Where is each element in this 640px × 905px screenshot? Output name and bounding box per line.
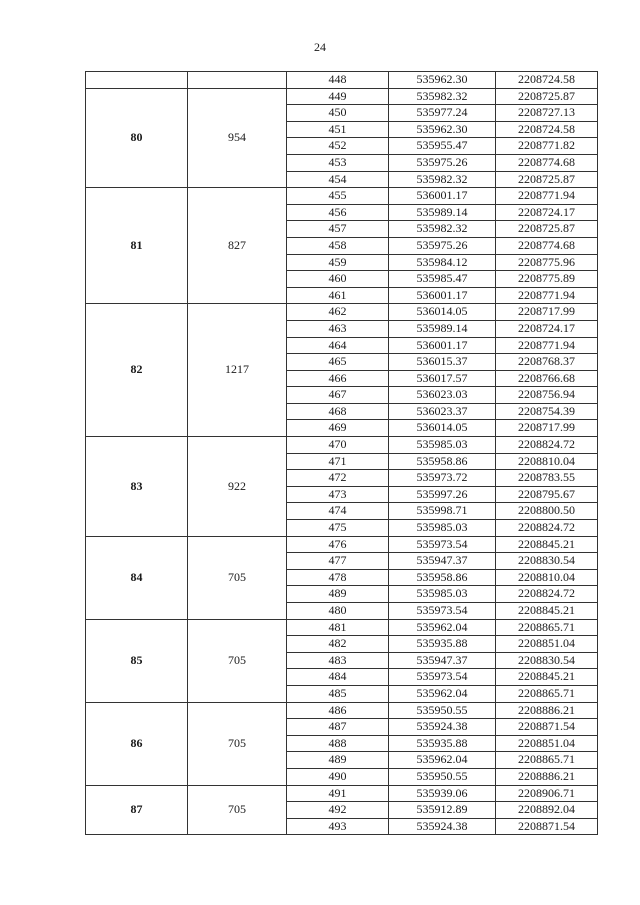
point-number-cell: 462 — [287, 304, 389, 321]
x-coordinate-cell: 535989.14 — [389, 320, 496, 337]
x-coordinate-cell: 535985.47 — [389, 271, 496, 288]
point-number-cell: 452 — [287, 138, 389, 155]
lot-number-cell: 83 — [86, 437, 188, 537]
point-number-cell: 461 — [287, 287, 389, 304]
y-coordinate-cell: 2208725.87 — [496, 88, 598, 105]
y-coordinate-cell: 2208774.68 — [496, 237, 598, 254]
x-coordinate-cell: 535998.71 — [389, 503, 496, 520]
x-coordinate-cell: 535973.54 — [389, 669, 496, 686]
point-number-cell: 457 — [287, 221, 389, 238]
lot-number-cell: 81 — [86, 188, 188, 304]
y-coordinate-cell: 2208886.21 — [496, 768, 598, 785]
y-coordinate-cell: 2208851.04 — [496, 636, 598, 653]
x-coordinate-cell: 535912.89 — [389, 802, 496, 819]
point-number-cell: 490 — [287, 768, 389, 785]
point-number-cell: 466 — [287, 370, 389, 387]
point-number-cell: 456 — [287, 204, 389, 221]
x-coordinate-cell: 535973.72 — [389, 470, 496, 487]
area-cell: 705 — [188, 702, 287, 785]
y-coordinate-cell: 2208845.21 — [496, 603, 598, 620]
lot-number-cell: 80 — [86, 88, 188, 188]
y-coordinate-cell: 2208795.67 — [496, 486, 598, 503]
x-coordinate-cell: 535975.26 — [389, 154, 496, 171]
point-number-cell: 481 — [287, 619, 389, 636]
x-coordinate-cell: 535973.54 — [389, 536, 496, 553]
table-row — [86, 785, 598, 802]
x-coordinate-cell: 535985.03 — [389, 520, 496, 537]
area-cell: 827 — [188, 188, 287, 304]
y-coordinate-cell: 2208824.72 — [496, 586, 598, 603]
point-number-cell: 469 — [287, 420, 389, 437]
y-coordinate-cell: 2208768.37 — [496, 354, 598, 371]
point-number-cell: 464 — [287, 337, 389, 354]
y-coordinate-cell: 2208851.04 — [496, 735, 598, 752]
y-coordinate-cell: 2208830.54 — [496, 652, 598, 669]
y-coordinate-cell: 2208871.54 — [496, 719, 598, 736]
y-coordinate-cell: 2208754.39 — [496, 403, 598, 420]
x-coordinate-cell: 535985.03 — [389, 586, 496, 603]
coordinates-table-body — [86, 72, 598, 835]
table-row — [86, 702, 598, 719]
x-coordinate-cell: 535924.38 — [389, 719, 496, 736]
y-coordinate-cell: 2208766.68 — [496, 370, 598, 387]
y-coordinate-cell: 2208810.04 — [496, 569, 598, 586]
y-coordinate-cell: 2208865.71 — [496, 685, 598, 702]
y-coordinate-cell: 2208771.82 — [496, 138, 598, 155]
area-cell — [188, 72, 287, 89]
x-coordinate-cell: 535962.04 — [389, 619, 496, 636]
y-coordinate-cell: 2208724.17 — [496, 320, 598, 337]
point-number-cell: 465 — [287, 354, 389, 371]
x-coordinate-cell: 535962.30 — [389, 121, 496, 138]
x-coordinate-cell: 535985.03 — [389, 437, 496, 454]
y-coordinate-cell: 2208717.99 — [496, 420, 598, 437]
y-coordinate-cell: 2208865.71 — [496, 619, 598, 636]
table-row — [86, 536, 598, 553]
x-coordinate-cell: 535977.24 — [389, 105, 496, 122]
x-coordinate-cell: 535950.55 — [389, 768, 496, 785]
x-coordinate-cell: 535935.88 — [389, 735, 496, 752]
table-row — [86, 72, 598, 89]
x-coordinate-cell: 535984.12 — [389, 254, 496, 271]
point-number-cell: 491 — [287, 785, 389, 802]
x-coordinate-cell: 535958.86 — [389, 453, 496, 470]
point-number-cell: 489 — [287, 586, 389, 603]
x-coordinate-cell: 535997.26 — [389, 486, 496, 503]
lot-number-cell: 86 — [86, 702, 188, 785]
x-coordinate-cell: 536001.17 — [389, 287, 496, 304]
point-number-cell: 493 — [287, 818, 389, 835]
point-number-cell: 488 — [287, 735, 389, 752]
point-number-cell: 478 — [287, 569, 389, 586]
x-coordinate-cell: 535947.37 — [389, 553, 496, 570]
point-number-cell: 454 — [287, 171, 389, 188]
area-cell: 1217 — [188, 304, 287, 437]
point-number-cell: 477 — [287, 553, 389, 570]
lot-number-cell: 82 — [86, 304, 188, 437]
y-coordinate-cell: 2208724.17 — [496, 204, 598, 221]
point-number-cell: 453 — [287, 154, 389, 171]
x-coordinate-cell: 535958.86 — [389, 569, 496, 586]
x-coordinate-cell: 535947.37 — [389, 652, 496, 669]
lot-number-cell: 85 — [86, 619, 188, 702]
point-number-cell: 475 — [287, 520, 389, 537]
x-coordinate-cell: 535935.88 — [389, 636, 496, 653]
y-coordinate-cell: 2208771.94 — [496, 287, 598, 304]
y-coordinate-cell: 2208717.99 — [496, 304, 598, 321]
area-cell: 922 — [188, 437, 287, 537]
y-coordinate-cell: 2208724.58 — [496, 72, 598, 89]
x-coordinate-cell: 536014.05 — [389, 420, 496, 437]
y-coordinate-cell: 2208775.89 — [496, 271, 598, 288]
point-number-cell: 467 — [287, 387, 389, 404]
x-coordinate-cell: 535973.54 — [389, 603, 496, 620]
point-number-cell: 489 — [287, 752, 389, 769]
x-coordinate-cell: 535939.06 — [389, 785, 496, 802]
table-row — [86, 188, 598, 205]
y-coordinate-cell: 2208771.94 — [496, 337, 598, 354]
point-number-cell: 484 — [287, 669, 389, 686]
x-coordinate-cell: 536017.57 — [389, 370, 496, 387]
x-coordinate-cell: 535975.26 — [389, 237, 496, 254]
y-coordinate-cell: 2208824.72 — [496, 437, 598, 454]
y-coordinate-cell: 2208824.72 — [496, 520, 598, 537]
y-coordinate-cell: 2208771.94 — [496, 188, 598, 205]
x-coordinate-cell: 535924.38 — [389, 818, 496, 835]
table-row — [86, 304, 598, 321]
x-coordinate-cell: 535950.55 — [389, 702, 496, 719]
point-number-cell: 470 — [287, 437, 389, 454]
point-number-cell: 451 — [287, 121, 389, 138]
lot-number-cell: 87 — [86, 785, 188, 835]
x-coordinate-cell: 535982.32 — [389, 88, 496, 105]
area-cell: 705 — [188, 785, 287, 835]
table-row — [86, 619, 598, 636]
point-number-cell: 474 — [287, 503, 389, 520]
x-coordinate-cell: 536014.05 — [389, 304, 496, 321]
point-number-cell: 449 — [287, 88, 389, 105]
x-coordinate-cell: 535989.14 — [389, 204, 496, 221]
x-coordinate-cell: 536015.37 — [389, 354, 496, 371]
point-number-cell: 476 — [287, 536, 389, 553]
point-number-cell: 448 — [287, 72, 389, 89]
table-row — [86, 437, 598, 454]
point-number-cell: 472 — [287, 470, 389, 487]
x-coordinate-cell: 536001.17 — [389, 188, 496, 205]
x-coordinate-cell: 536023.03 — [389, 387, 496, 404]
x-coordinate-cell: 535982.32 — [389, 221, 496, 238]
area-cell: 705 — [188, 536, 287, 619]
x-coordinate-cell: 535962.04 — [389, 685, 496, 702]
point-number-cell: 471 — [287, 453, 389, 470]
y-coordinate-cell: 2208845.21 — [496, 669, 598, 686]
y-coordinate-cell: 2208727.13 — [496, 105, 598, 122]
point-number-cell: 482 — [287, 636, 389, 653]
y-coordinate-cell: 2208774.68 — [496, 154, 598, 171]
y-coordinate-cell: 2208871.54 — [496, 818, 598, 835]
point-number-cell: 460 — [287, 271, 389, 288]
y-coordinate-cell: 2208886.21 — [496, 702, 598, 719]
point-number-cell: 450 — [287, 105, 389, 122]
point-number-cell: 480 — [287, 603, 389, 620]
x-coordinate-cell: 535955.47 — [389, 138, 496, 155]
coordinates-table — [85, 71, 598, 835]
table-row — [86, 88, 598, 105]
y-coordinate-cell: 2208783.55 — [496, 470, 598, 487]
area-cell: 705 — [188, 619, 287, 702]
y-coordinate-cell: 2208830.54 — [496, 553, 598, 570]
point-number-cell: 492 — [287, 802, 389, 819]
y-coordinate-cell: 2208800.50 — [496, 503, 598, 520]
x-coordinate-cell: 535982.32 — [389, 171, 496, 188]
point-number-cell: 459 — [287, 254, 389, 271]
y-coordinate-cell: 2208906.71 — [496, 785, 598, 802]
y-coordinate-cell: 2208845.21 — [496, 536, 598, 553]
lot-number-cell: 84 — [86, 536, 188, 619]
point-number-cell: 463 — [287, 320, 389, 337]
point-number-cell: 485 — [287, 685, 389, 702]
x-coordinate-cell: 535962.04 — [389, 752, 496, 769]
y-coordinate-cell: 2208865.71 — [496, 752, 598, 769]
page-number: 24 — [314, 40, 326, 54]
point-number-cell: 487 — [287, 719, 389, 736]
y-coordinate-cell: 2208725.87 — [496, 171, 598, 188]
y-coordinate-cell: 2208775.96 — [496, 254, 598, 271]
y-coordinate-cell: 2208756.94 — [496, 387, 598, 404]
y-coordinate-cell: 2208810.04 — [496, 453, 598, 470]
area-cell: 954 — [188, 88, 287, 188]
point-number-cell: 455 — [287, 188, 389, 205]
point-number-cell: 468 — [287, 403, 389, 420]
x-coordinate-cell: 535962.30 — [389, 72, 496, 89]
point-number-cell: 483 — [287, 652, 389, 669]
y-coordinate-cell: 2208892.04 — [496, 802, 598, 819]
point-number-cell: 486 — [287, 702, 389, 719]
x-coordinate-cell: 536023.37 — [389, 403, 496, 420]
y-coordinate-cell: 2208725.87 — [496, 221, 598, 238]
point-number-cell: 458 — [287, 237, 389, 254]
point-number-cell: 473 — [287, 486, 389, 503]
y-coordinate-cell: 2208724.58 — [496, 121, 598, 138]
lot-number-cell — [86, 72, 188, 89]
x-coordinate-cell: 536001.17 — [389, 337, 496, 354]
